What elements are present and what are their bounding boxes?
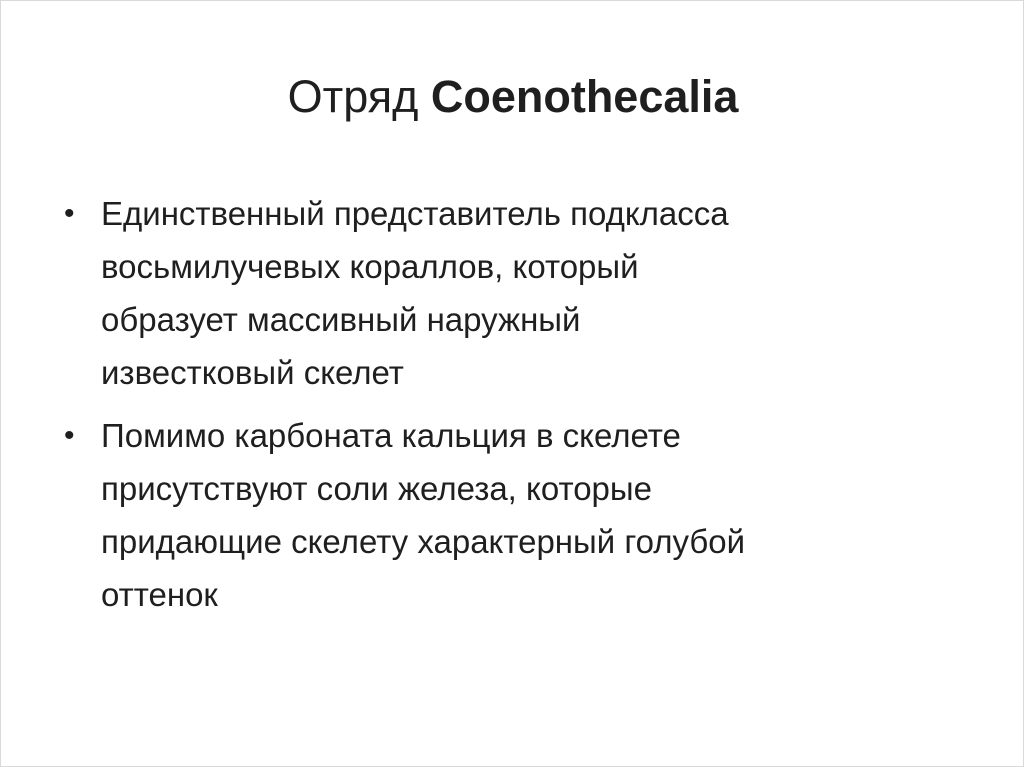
bullet-line: присутствуют соли железа, которые bbox=[101, 470, 652, 507]
bullet-list bbox=[61, 187, 961, 631]
slide-title-prefix: Отряд bbox=[287, 71, 431, 122]
bullet-item bbox=[61, 409, 961, 621]
bullet-dot-icon: • bbox=[64, 197, 75, 230]
bullet-dot-icon: • bbox=[64, 419, 75, 452]
bullet-line: придающие скелету характерный голубой bbox=[101, 523, 746, 560]
slide-title-emphasis: Coenothecalia bbox=[430, 71, 739, 122]
bullet-line: известковый скелет bbox=[101, 354, 404, 391]
bullet-line: Помимо карбоната кальция в скелете bbox=[101, 417, 681, 454]
slide-title bbox=[1, 67, 1024, 127]
bullet-line: восьмилучевых кораллов, который bbox=[101, 248, 639, 285]
bullet-line: образует массивный наружный bbox=[101, 301, 581, 338]
bullet-line: Единственный представитель подкласса bbox=[101, 195, 729, 232]
bullet-line: оттенок bbox=[101, 576, 218, 613]
bullet-item bbox=[61, 187, 961, 399]
